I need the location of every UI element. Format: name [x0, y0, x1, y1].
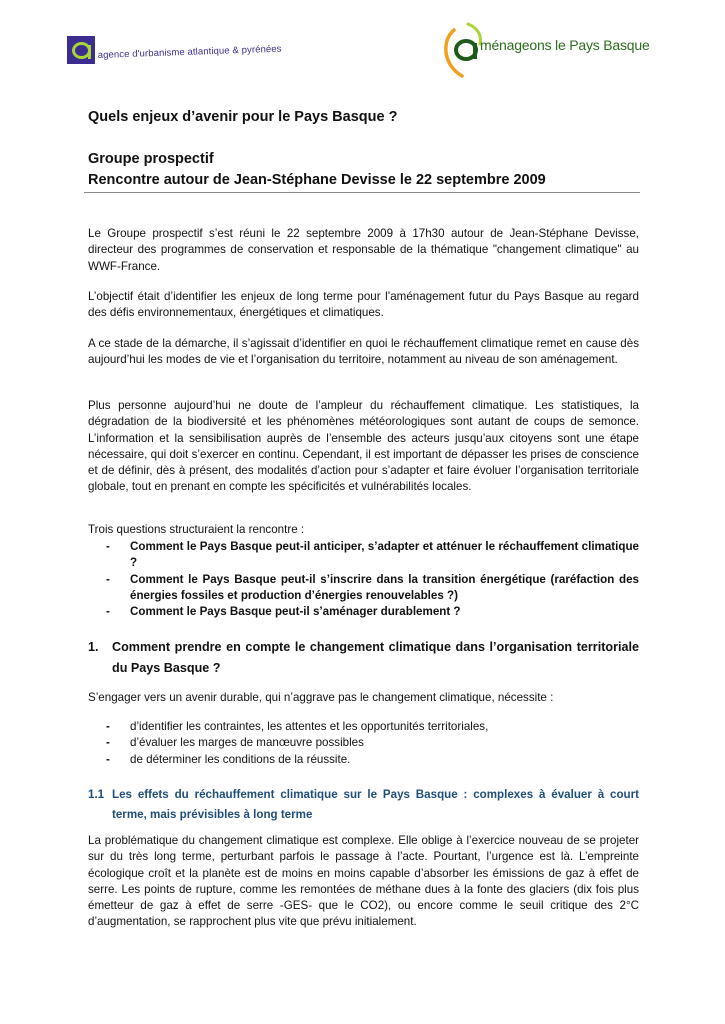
subsection-1-1-body: La problématique du changement climatique est complexe. Elle oblige à l’exercice nouveau de se projeter sur du très long terme, perturbant parfois le passage à l’acte. Pourtant, l’urgence est là. L’empreinte écologique croît et la planète est de moins en moins capable d’absorber les émissions de gaz à effet de serre. Les points de rupture, comme les remontées de méthane dues à la fonte des glaciers (dix fois plus émetteur de gaz à effet de serre -GES- que le CO2), ou encore comme le seuil critique des 2°C d’augmentation, se rapprochent plus vite que prévu initialement. — [88, 834, 639, 929]
question-text: Comment le Pays Basque peut-il s’aménager durablement ? — [130, 605, 461, 619]
requirement-text: d’identifier les contraintes, les attentes et les opportunités territoriales, — [130, 720, 489, 733]
objective-paragraph: L’objectif était d’identifier les enjeux de long terme pour l’aménagement futur du Pays Basque au regard des défis environnementaux, énergétiques et climatiques. — [88, 290, 639, 320]
list-item — [106, 604, 639, 620]
group-title: Groupe prospectif — [88, 151, 214, 167]
questions-list — [106, 539, 639, 620]
dash-bullet-icon: - — [106, 605, 110, 619]
section-number: 1. — [88, 640, 99, 654]
section-1-heading — [88, 637, 639, 679]
meeting-title: Rencontre autour de Jean-Stéphane Devisse le 22 septembre 2009 — [88, 172, 546, 188]
context-paragraph: Plus personne aujourd’hui ne doute de l’ampleur du réchauffement climatique. Les statistiques, la dégradation de la biodiversité et les phénomènes météorologiques sont autant de coups de semonce. L’information et la sensibilisation auprès de l’ensemble des acteurs jusqu’aux citoyens sont une étape nécessaire, qui doit s’exercer en continu. Cependant, il est important de dépasser les prises de conscience et de définir, dès à présent, des modalités d’action pour s’adapter et faire évoluer l’organisation territoriale globale, tout en prenant en compte les spécificités et vulnérabilités locales. — [88, 399, 639, 494]
section-1-intro: S’engager vers un avenir durable, qui n’aggrave pas le changement climatique, nécessite : — [88, 691, 554, 704]
dash-bullet-icon: - — [106, 752, 110, 766]
requirement-text: d’évaluer les marges de manœuvre possibles — [130, 736, 364, 750]
title-divider — [84, 192, 640, 193]
list-item — [106, 719, 639, 735]
questions-intro: Trois questions structuraient la rencontre : — [88, 523, 305, 536]
dash-bullet-icon: - — [106, 736, 110, 750]
subsection-1-1-heading — [88, 785, 639, 825]
list-item — [106, 539, 639, 572]
list-item — [106, 572, 639, 605]
agence-logo-text: agence d'urbanisme atlantique & pyrénées — [97, 43, 282, 61]
letter-a-square-logo-icon — [67, 36, 95, 64]
subsection-number: 1.1 — [88, 788, 105, 801]
subsection-title: Les effets du réchauffement climatique sur le Pays Basque : complexes à évaluer à court terme, mais prévisibles à long terme — [112, 788, 639, 821]
section-title: Comment prendre en compte le changement climatique dans l’organisation territoriale du Pays Basque ? — [112, 640, 639, 675]
question-text: Comment le Pays Basque peut-il anticiper, s’adapter et atténuer le réchauffement climatique ? — [130, 540, 639, 570]
dash-bullet-icon: - — [106, 540, 110, 553]
requirement-text: de déterminer les conditions de la réussite. — [130, 752, 351, 766]
requirements-list — [106, 719, 639, 768]
document-title: Quels enjeux d’avenir pour le Pays Basque ? — [88, 109, 398, 125]
amenageons-logo-text: ménageons le Pays Basque — [480, 37, 650, 53]
dash-bullet-icon: - — [106, 572, 110, 586]
stage-paragraph: A ce stade de la démarche, il s’agissait d’identifier en quoi le réchauffement climatique remet en cause dès aujourd’hui les modes de vie et l’organisation du territoire, notamment au niveau de son aménagement. — [88, 337, 639, 367]
dash-bullet-icon: - — [106, 720, 110, 733]
agence-urbanisme-logo — [67, 36, 282, 64]
question-text: Comment le Pays Basque peut-il s’inscrire dans la transition énergétique (raréfaction des énergies fossiles et production d’énergies renouvelables ?) — [130, 572, 639, 602]
intro-paragraph: Le Groupe prospectif s’est réuni le 22 septembre 2009 à 17h30 autour de Jean-Stéphane Devisse, directeur des programmes de conservation et responsable de la thématique "changement climatique" au WWF-France. — [88, 227, 639, 273]
amenageons-pays-basque-logo — [440, 22, 660, 72]
list-item — [106, 752, 639, 768]
list-item — [106, 735, 639, 751]
